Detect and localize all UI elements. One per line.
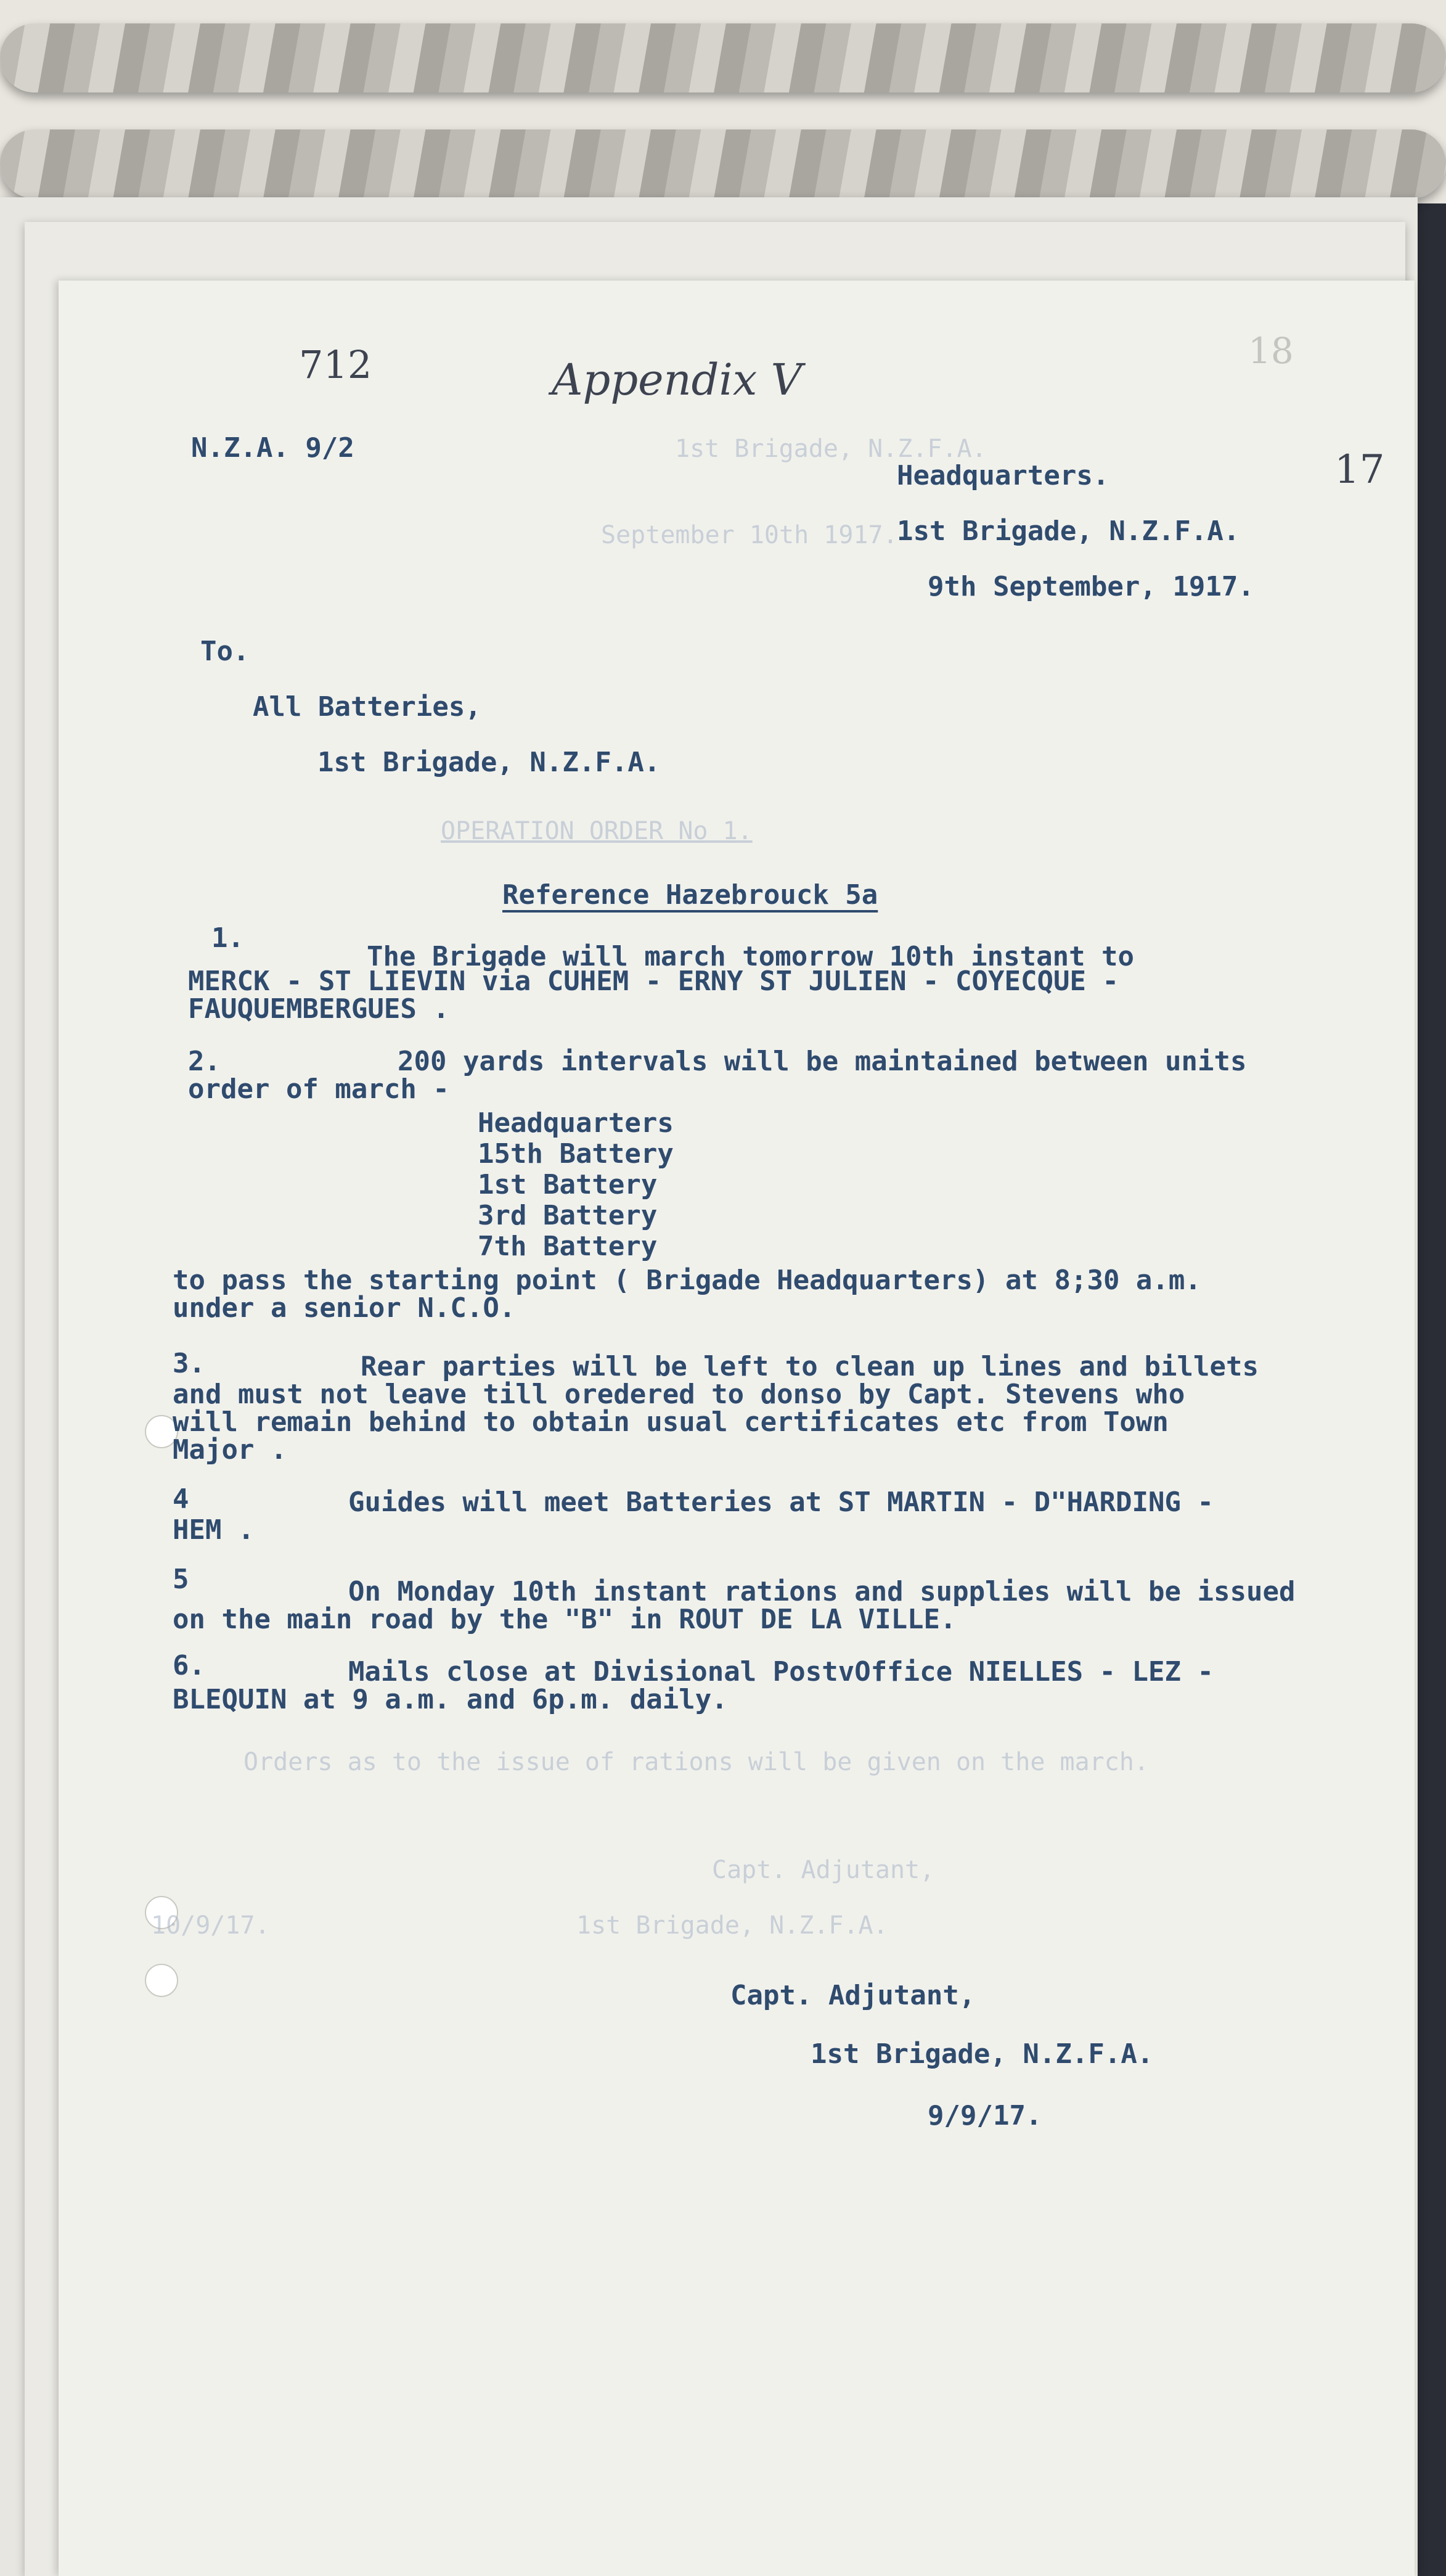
order-text-line: order of march - [188,1073,449,1105]
order-text-line: and must not leave till oredered to donso by Capt. Stevens who [173,1379,1185,1410]
punch-hole [145,1964,178,1997]
document-date: 9th September, 1917. [928,571,1254,602]
document-page [59,281,1415,2576]
order-text-line: Guides will meet Batteries at ST MARTIN - D"HARDING - [348,1487,1214,1518]
order-number: 4 [173,1483,189,1515]
order-text-line: Mails close at Divisional PostvOffice NIELLES - LEZ - [348,1656,1214,1688]
appendix-note: Appendix V [552,355,803,405]
signature-unit: 1st Brigade, N.Z.F.A. [811,2038,1154,2070]
order-number: 5 [173,1564,189,1595]
show-through-text: Orders as to the issue of rations will be given on the march. [243,1748,1150,1776]
binder-cord [0,23,1446,92]
order-number: 1. [211,922,244,954]
order-text-line: on the main road by the "B" in ROUT DE LA VILLE. [173,1604,957,1635]
show-through-text: 1st Brigade, N.Z.F.A. [576,1911,888,1940]
show-through-text: 1st Brigade, N.Z.F.A. [675,435,987,463]
to-label: To. [200,636,250,667]
map-reference: Reference Hazebrouck 5a [502,879,878,911]
show-through-text: 10/9/17. [151,1911,270,1940]
order-number: 6. [173,1650,205,1681]
binder-cord [0,129,1446,199]
brigade-name: 1st Brigade, N.Z.F.A. [897,515,1240,547]
show-through-text: Capt. Adjutant, [712,1856,935,1884]
order-text-line: Rear parties will be left to clean up lines and billets [361,1351,1259,1382]
order-number: 3. [173,1348,205,1379]
file-reference: N.Z.A. 9/2 [191,432,354,464]
order-text-line: The Brigade will march tomorrow 10th instant to [367,941,1135,972]
order-text-line: FAUQUEMBERGUES . [188,993,449,1025]
order-text-line: MERCK - ST LIEVIN via CUHEM - ERNY ST JULIEN - COYECQUE - [188,966,1119,997]
faded-page-number: 18 [1248,330,1294,372]
signature-title: Capt. Adjutant, [730,1980,976,2011]
recipient-brigade: 1st Brigade, N.Z.F.A. [317,747,661,778]
order-text-line: BLEQUIN at 9 a.m. and 6p.m. daily. [173,1684,728,1715]
page-number: 17 [1334,447,1385,493]
order-text-line: HEM . [173,1514,255,1546]
order-text-line: On Monday 10th instant rations and supplies will be issued [348,1576,1296,1607]
show-through-text: OPERATION ORDER No 1. [441,817,753,845]
march-order-item: 15th Battery [478,1138,674,1170]
show-through-text: September 10th 1917. [601,521,898,549]
march-order-item: 1st Battery [478,1169,658,1200]
march-start-line: to pass the starting point ( Brigade Headquarters) at 8;30 a.m. [173,1265,1201,1296]
order-text-line: will remain behind to obtain usual certificates etc from Town [173,1406,1169,1438]
headquarters-label: Headquarters. [897,460,1109,491]
recipient-batteries: All Batteries, [253,691,481,723]
order-text-line: Major . [173,1434,287,1466]
signature-date: 9/9/17. [928,2100,1042,2131]
folio-number: 712 [299,342,372,387]
march-order-item: Headquarters [478,1107,674,1139]
order-number: 2. [188,1046,221,1077]
march-start-line: under a senior N.C.O. [173,1292,516,1324]
order-text-line: 200 yards intervals will be maintained between units [398,1046,1247,1077]
march-order-item: 7th Battery [478,1231,658,1262]
march-order-item: 3rd Battery [478,1200,658,1231]
